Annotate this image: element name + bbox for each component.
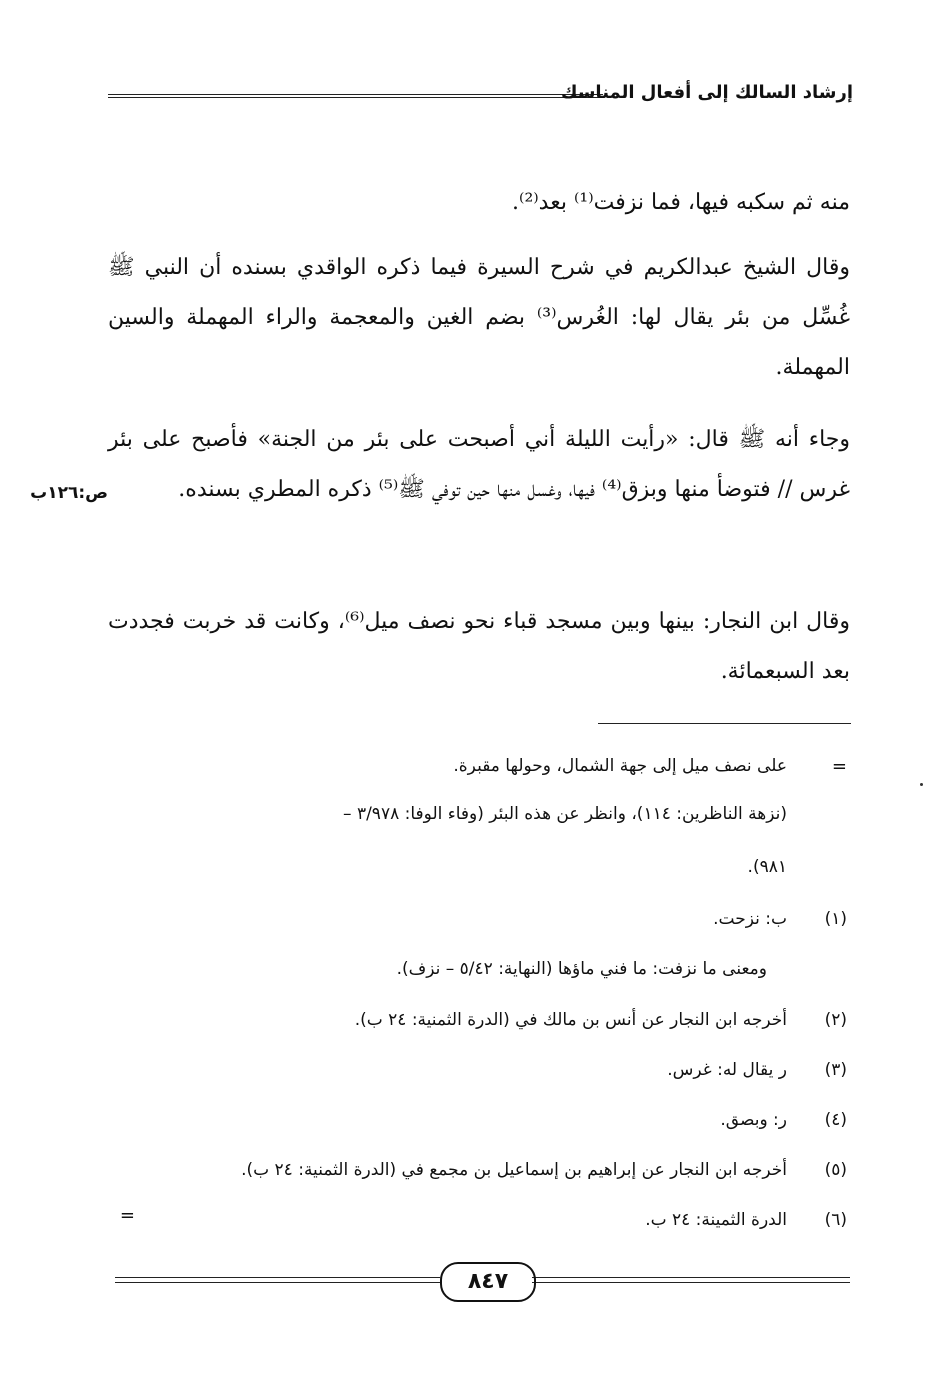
page-number: ٨٤٧ — [440, 1262, 536, 1302]
speck — [920, 783, 923, 786]
book-title: إرشاد السالك إلى أفعال المناسك — [560, 82, 853, 103]
footnote-number: (١) — [824, 909, 847, 929]
footnotes — [107, 0, 847, 1373]
footnote-continuation-line: ٩٨١). — [747, 857, 787, 877]
footnote-text: ر: وبصق. — [720, 1110, 787, 1130]
footnote-number: (٣) — [824, 1060, 847, 1080]
footnote-text: أخرجه ابن النجار عن أنس بن مالك في (الدرة الثمنية: ٢٤ ب). — [354, 1010, 787, 1030]
paragraph-1: منه ثم سكبه فيها، فما نزفت⁽¹⁾ بعد⁽²⁾. — [512, 190, 850, 215]
footnote-text: أخرجه ابن النجار عن إبراهيم بن إسماعيل بن مجمع في (الدرة الثمنية: ٢٤ ب). — [241, 1160, 787, 1180]
paragraph-2: وقال الشيخ عبدالكريم في شرح السيرة فيما ذكره الواقدي بسنده أن النبي ﷺ غُسِّل من بئر يقال لها: الغُرس⁽³⁾ بضم الغين والمعجمة والراء المهملة والسين المهملة. — [108, 255, 850, 380]
footnote-number: (٦) — [824, 1210, 847, 1230]
continuation-marker: = — [831, 756, 847, 777]
footnote-text: ب: نزحت. — [713, 909, 787, 929]
footnote-number: (٤) — [824, 1110, 847, 1130]
continuation-marker: = — [119, 1205, 135, 1226]
footnote-continuation-line: (نزهة الناظرين: ١١٤)، وانظر عن هذه البئر (وفاء الوفا: ٣/٩٧٨ – — [343, 804, 787, 824]
footnote-text: الدرة الثمينة: ٢٤ ب. — [645, 1210, 787, 1230]
footnote-text: ر يقال له: غرس. — [667, 1060, 787, 1080]
footer-rule-right — [532, 1277, 850, 1283]
footnote-continuation-line: على نصف ميل إلى جهة الشمال، وحولها مقبرة. — [453, 756, 787, 776]
footnote-number: (٢) — [824, 1010, 847, 1030]
footnote-text: ومعنى ما نزفت: ما فني ماؤها (النهاية: ٥/٤٢ – نزف). — [396, 959, 767, 979]
paragraph-3: وجاء أنه ﷺ قال: «رأيت الليلة أني أصبحت على بئر من الجنة» فأصبح على بئر غرس // فتوضأ منها وبزق⁽⁴⁾ فيها، وغسل منها حين توفي ﷺ⁽⁵⁾ ذكره المطري بسنده. — [108, 427, 850, 502]
margin-folio-note: ص:١٢٦ب — [30, 483, 108, 503]
paragraph-4: وقال ابن النجار: بينها وبين مسجد قباء نحو نصف ميل⁽⁶⁾، وكانت قد خربت فجددت بعد السبعمائة. — [108, 609, 850, 684]
footnote-number: (٥) — [824, 1160, 847, 1180]
footer-rule-left — [115, 1277, 440, 1283]
